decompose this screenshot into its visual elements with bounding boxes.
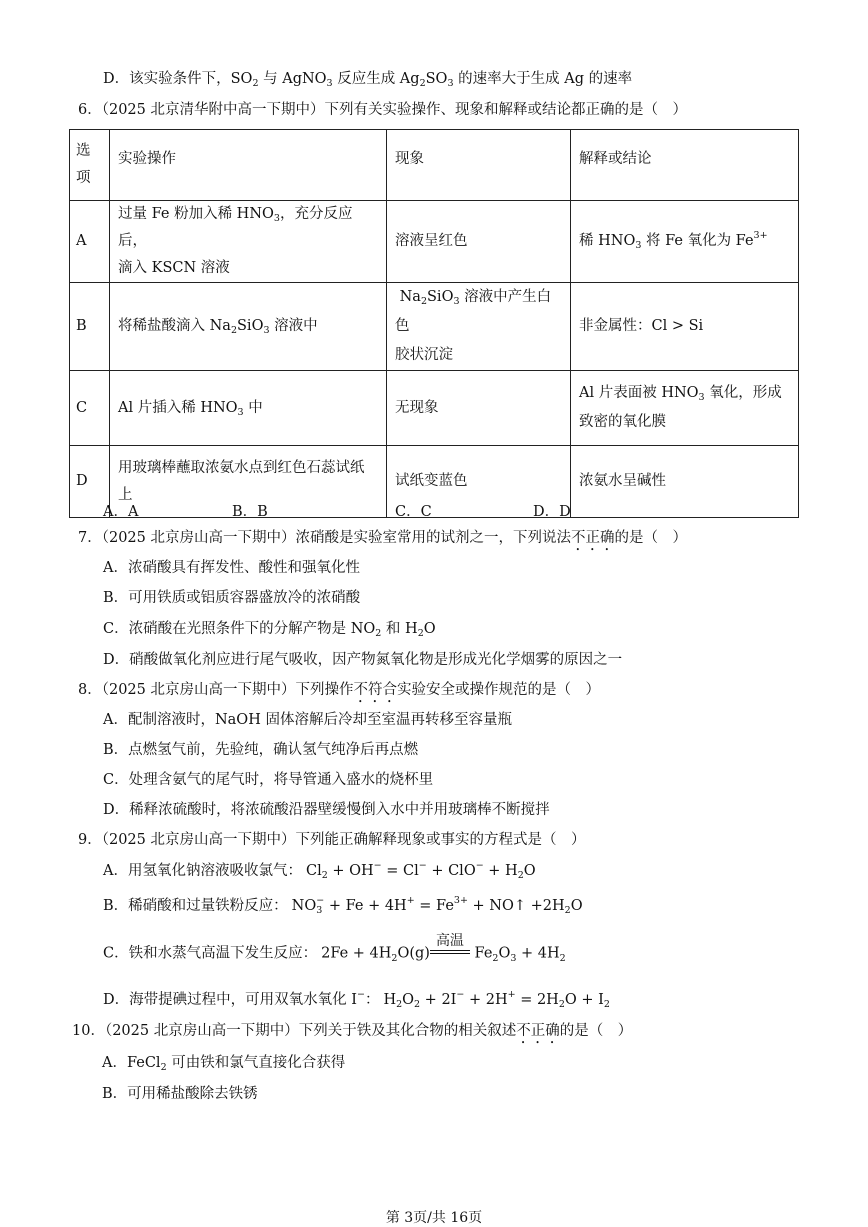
row-phenomenon: 溶液呈红色	[387, 201, 571, 283]
q7-option-a[interactable]: A．浓硝酸具有挥发性、酸性和强氧化性	[103, 560, 360, 576]
page-footer: 第 3页/共 16页	[385, 1210, 483, 1226]
row-option: C	[70, 371, 110, 446]
header-conclusion: 解释或结论	[571, 130, 799, 201]
q7-option-c[interactable]: C．浓硝酸在光照条件下的分解产物是 $NO_2$ 和 $H_2O$	[103, 621, 436, 639]
choice-d[interactable]: D．D	[533, 504, 571, 520]
row-phenomenon: $Na_2SiO_3$ 溶液中产生白色 胶状沉淀	[387, 283, 571, 371]
header-operation: 实验操作	[110, 130, 387, 201]
choice-b[interactable]: B．B	[232, 504, 268, 520]
row-operation: 将稀盐酸滴入 $Na_2SiO_3$ 溶液中	[110, 283, 387, 371]
q10-option-b[interactable]: B．可用稀盐酸除去铁锈	[102, 1086, 258, 1102]
q9-option-a[interactable]: A．用氢氧化钠溶液吸收氯气： $Cl_2 + OH^- = Cl^- + ClO^- + H_2O$	[103, 860, 536, 881]
q9-stem: 9．（2025 北京房山高一下期中）下列能正确解释现象或事实的方程式是（ ）	[78, 832, 586, 848]
table-header-row	[70, 130, 799, 201]
table-row	[70, 283, 799, 371]
row-conclusion: Al 片表面被 $HNO_3$ 氧化，形成 致密的氧化膜	[571, 371, 799, 446]
q10-option-a[interactable]: A．FeCl$_2$ 可由铁和氯气直接化合获得	[102, 1055, 346, 1073]
row-option: A	[70, 201, 110, 283]
q8-option-a[interactable]: A．配制溶液时，NaOH 固体溶解后冷却至室温再转移至容量瓶	[103, 712, 512, 728]
q10-stem: 10．（2025 北京房山高一下期中）下列关于铁及其化合物的相关叙述不正确的是（ ）	[72, 1023, 633, 1039]
row-operation: Al 片插入稀 $HNO_3$ 中	[110, 371, 387, 446]
row-conclusion: 浓氨水呈碱性	[571, 446, 799, 518]
row-phenomenon: 无现象	[387, 371, 571, 446]
row-operation: 用玻璃棒蘸取浓氨水点到红色石蕊试纸 上	[110, 446, 387, 518]
q6-table	[69, 129, 799, 518]
choice-a[interactable]: A．A	[103, 504, 139, 520]
row-option: D	[70, 446, 110, 518]
q7-option-b[interactable]: B．可用铁质或铝质容器盛放冷的浓硝酸	[103, 590, 361, 606]
choice-c[interactable]: C．C	[395, 504, 432, 520]
table-row	[70, 446, 799, 518]
condition-label: 高温	[435, 933, 464, 949]
q8-stem: 8．（2025 北京房山高一下期中）下列操作不符合实验安全或操作规范的是（ ）	[78, 682, 600, 698]
reaction-condition	[430, 933, 470, 954]
q9-option-c[interactable]: C．铁和水蒸气高温下发生反应： $2Fe + 4H_2O(g)$ 高温 $Fe_2O_3 + 4H_2$	[103, 933, 566, 964]
table-row	[70, 201, 799, 283]
equals-bars	[430, 950, 470, 954]
q6-stem: 6．（2025 北京清华附中高一下期中）下列有关实验操作、现象和解释或结论都正确的是（ ）	[78, 102, 687, 118]
q9-option-b[interactable]: B．稀硝酸和过量铁粉反应： $NO_3^- + Fe + 4H^+ = Fe^{3+}$ + NO↑ $+2H_2O$	[103, 895, 583, 916]
row-operation: 过量 Fe 粉加入稀 $HNO_3$，充分反应后， 滴入 KSCN 溶液	[110, 201, 387, 283]
row-phenomenon: 试纸变蓝色	[387, 446, 571, 518]
q7-option-d[interactable]: D．硝酸做氧化剂应进行尾气吸收，因产物氮氧化物是形成光化学烟雾的原因之一	[103, 652, 623, 668]
q8-option-d[interactable]: D．稀释浓硫酸时，将浓硫酸沿器壁缓慢倒入水中并用玻璃棒不断搅拌	[103, 802, 550, 818]
q8-option-c[interactable]: C．处理含氨气的尾气时，将导管通入盛水的烧杯里	[103, 772, 434, 788]
table-row	[70, 371, 799, 446]
q9-option-d[interactable]: D．海带提碘过程中，可用双氧水氧化 I−： $H_2O_2 + 2I^- + 2H^+ = 2H_2O + I_2$	[103, 989, 610, 1010]
header-option: 选 项	[70, 130, 110, 201]
row-conclusion: 非金属性：Cl > Si	[571, 283, 799, 371]
q8-option-b[interactable]: B．点燃氢气前，先验纯，确认氢气纯净后再点燃	[103, 742, 419, 758]
q5-option-d: D．该实验条件下，$SO_2$ 与 AgNO$_3$ 反应生成 $Ag_2SO_3$ 的速率大于生成 Ag 的速率	[103, 71, 633, 89]
header-phenomenon: 现象	[387, 130, 571, 201]
row-conclusion: 稀 $HNO_3$ 将 Fe 氧化为 $Fe^{3+}$	[571, 201, 799, 283]
q7-stem: 7．（2025 北京房山高一下期中）浓硝酸是实验室常用的试剂之一，下列说法不正确的是（ ）	[78, 530, 687, 546]
row-option: B	[70, 283, 110, 371]
